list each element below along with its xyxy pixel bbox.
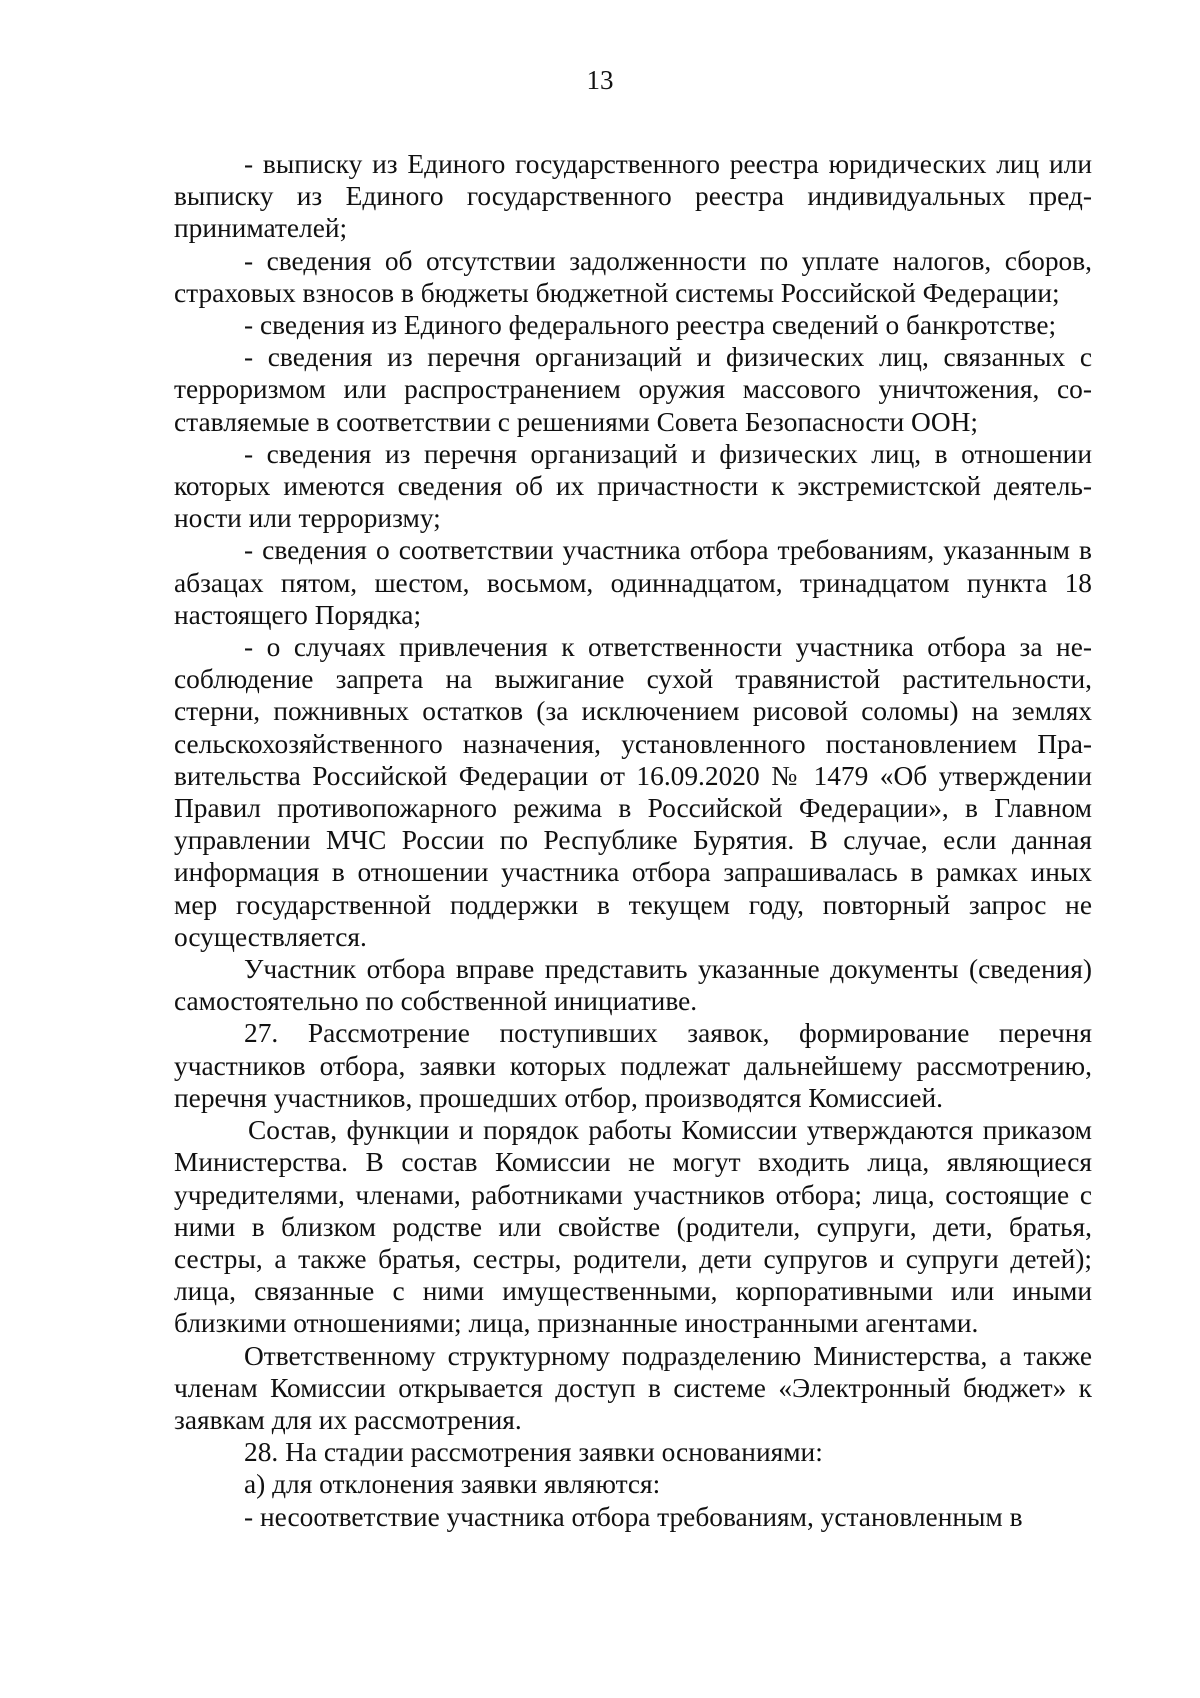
- paragraph-extremism-list: - сведения из перечня организаций и физических лиц, в отношении которых имеются сведения об их причастности к экстремистской деятельности или терроризму;: [174, 438, 1092, 534]
- paragraph-requirements-compliance: - сведения о соответствии участника отбора требованиям, указанным в абзацах пятом, шестом, восьмом, одиннадцатом, тринадцатом пункта 18 настоящего Порядка;: [174, 535, 1092, 630]
- page-number: 13: [586, 65, 614, 95]
- paragraph-egrul-extract: - выписку из Единого государственного реестра юридических лиц или выписку из Единого государственного реестра индивидуальных предпринимателей;: [174, 149, 1092, 244]
- paragraph-burning-violations: - о случаях привлечения к ответственности участника отбора за несоблюдение запрета на выжигание сухой травянистой растительности, стерни, пожнивных остатков (за исключением рисовой соломы) на землях сельскохозяйственного назначения, установленного постановлением Правительства Российской Федерации от 16.09.2020 № 1479 «Об утверждении Правил противопожарного режима в Российской Федерации», в Главном управлении МЧС России по Республике Бурятия. В случае, если данная информация в отношении участника отбора запрашивалась в рамках иных мер государственной поддержки в текущем году, повторный запрос не осуществляется.: [174, 632, 1092, 952]
- paragraph-commission-composition: Состав, функции и порядок работы Комиссии утверждаются приказом Министерства. В состав Комиссии не могут входить лица, являющиеся учредителями, членами, работниками участников отбора; лица, состоящие с ними в близком родстве или свойстве (родители, супруги, дети, братья, сестры, а также братья, сестры, родители, дети супругов и супруги детей); лица, связанные с ними имущественными, корпоративными или иными близкими отношениями; лица, признанные иностранными агентами.: [174, 1115, 1092, 1339]
- paragraph-bankruptcy-registry: - сведения из Единого федерального реестра сведений о банкротстве;: [244, 310, 1057, 341]
- paragraph-item-28: 28. На стадии рассмотрения заявки основаниями:: [244, 1437, 823, 1468]
- paragraph-noncompliance: - несоответствие участника отбора требованиям, установленным в: [244, 1501, 1023, 1532]
- document-body: [174, 148, 1092, 1533]
- paragraph-tax-debt: - сведения об отсутствии задолженности по уплате налогов, сборов, страховых взносов в бюджеты бюджетной системы Российской Федерации;: [174, 245, 1092, 308]
- paragraph-terrorism-list: - сведения из перечня организаций и физических лиц, связанных с терроризмом или распространением оружия массового уничтожения, составляемые в соответствии с решениями Совета Безопасности ООН;: [174, 342, 1092, 437]
- paragraph-own-initiative: Участник отбора вправе представить указанные документы (сведения) самостоятельно по собственной инициативе.: [174, 954, 1092, 1017]
- paragraph-rejection-grounds: а) для отклонения заявки являются:: [244, 1469, 661, 1500]
- paragraph-electronic-budget-access: Ответственному структурному подразделению Министерства, а также членам Комиссии открывается доступ в системе «Электронный бюджет» к заявкам для их рассмотрения.: [174, 1340, 1092, 1435]
- paragraph-item-27: 27. Рассмотрение поступивших заявок, формирование перечня участников отбора, заявки которых подлежат дальнейшему рассмотрению, перечня участников, прошедших отбор, производятся Комиссией.: [174, 1018, 1092, 1113]
